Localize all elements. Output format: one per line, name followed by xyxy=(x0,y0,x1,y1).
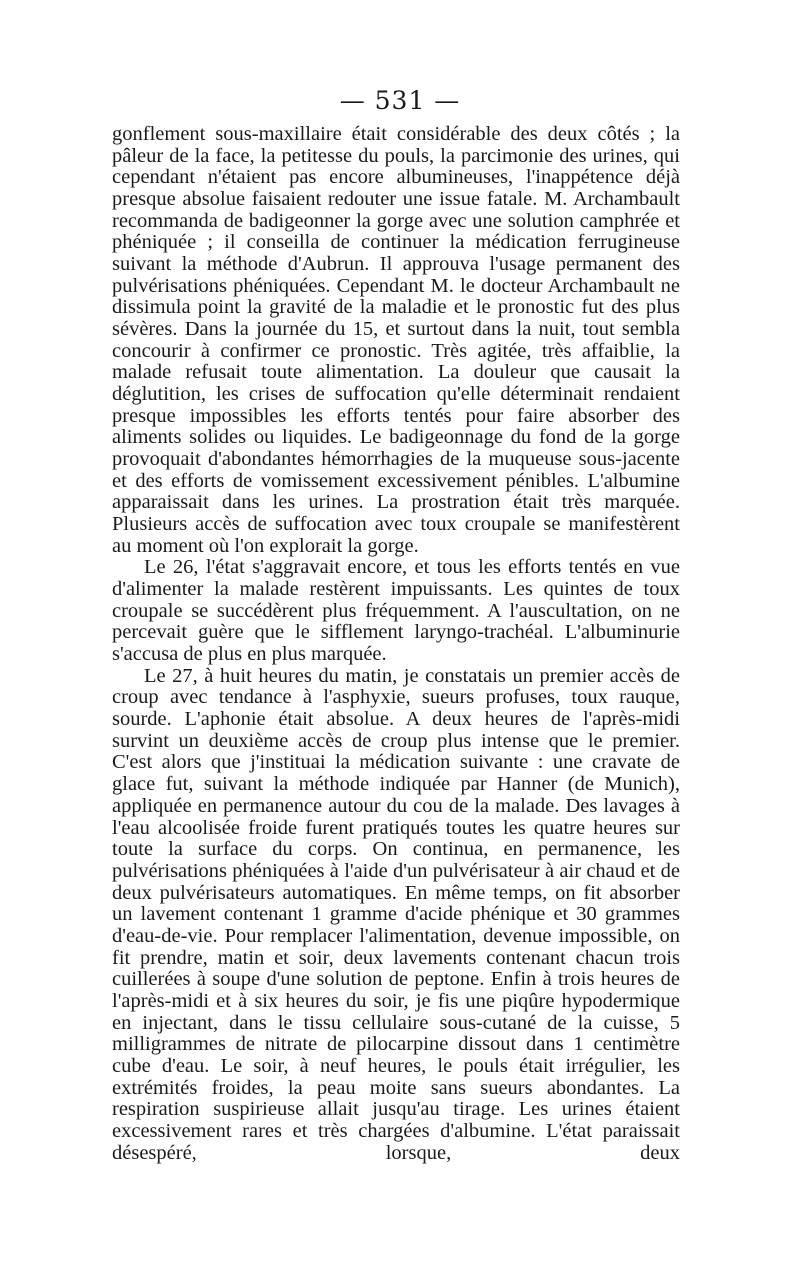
paragraph-1: gonflement sous-maxillaire était considérable des deux côtés ; la pâleur de la face, la petitesse du pouls, la parcimonie des urines, qui cependant n'étaient pas encore albumineuses, l'inappétence déjà presque absolue faisaient redouter une issue fatale. M. Archambault recommanda de badigeonner la gorge avec une solution camphrée et phéniquée ; il conseilla de continuer la médication ferrugineuse suivant la méthode d'Aubrun. Il approuva l'usage permanent des pulvérisations phéniquées. Cependant M. le docteur Archambault ne dissimula point la gravité de la maladie et le pronostic fut des plus sévères. Dans la journée du 15, et surtout dans la nuit, tout sembla concourir à confirmer ce pronostic. Très agitée, très affaiblie, la malade refusait toute alimentation. La douleur que causait la déglutition, les crises de suffocation qu'elle déterminait rendaient presque impossibles les efforts tentés pour faire absorber des aliments solides ou liquides. Le badigeonnage du fond de la gorge provoquait d'abondantes hémorrhagies de la muqueuse sous-jacente et des efforts de vomissement excessivement pénibles. L'albumine apparaissait dans les urines. La prostration était très marquée. Plusieurs accès de suffocation avec toux croupale se manifestèrent au moment où l'on explorait la gorge. xyxy=(112,123,680,557)
paragraph-2: Le 26, l'état s'aggravait encore, et tous les efforts tentés en vue d'alimenter la malade restèrent impuissants. Les quintes de toux croupale se succédèrent plus fréquemment. A l'auscultation, on ne percevait guère que le sifflement laryngo-trachéal. L'albuminurie s'accusa de plus en plus marquée. xyxy=(112,556,680,666)
paragraph-3: Le 27, à huit heures du matin, je constatais un premier accès de croup avec tendance à l'asphyxie, sueurs profuses, toux rauque, sourde. L'aphonie était absolue. A deux heures de l'après-midi survint un deuxième accès de croup plus intense que le premier. C'est alors que j'instituai la médication suivante : une cravate de glace fut, suivant la méthode indiquée par Hanner (de Munich), appliquée en permanence autour du cou de la malade. Des lavages à l'eau alcoolisée froide furent pratiqués toutes les quatre heures sur toute la surface du corps. On continua, en permanence, les pulvérisations phéniquées à l'aide d'un pulvérisateur à air chaud et de deux pulvérisateurs automatiques. En même temps, on fit absorber un lavement contenant 1 gramme d'acide phénique et 30 grammes d'eau-de-vie. Pour remplacer l'alimentation, devenue impossible, on fit prendre, matin et soir, deux lavements contenant chacun trois cuillerées à soupe d'une solution de peptone. Enfin à trois heures de l'après-midi et à six heures du soir, je fis une piqûre hypodermique en injectant, dans le tissu cellulaire sous-cutané de la cuisse, 5 milligrammes de nitrate de pilocarpine dissout dans 1 centimètre cube d'eau. Le soir, à neuf heures, le pouls était irrégulier, les extrémités froides, la peau moite sans sueurs abondantes. La respiration suspirieuse allait jusqu'au tirage. Les urines étaient excessivement rares et très chargées d'albumine. L'état paraissait désespéré, lorsque, deux xyxy=(112,664,680,1164)
page-number: — 531 — xyxy=(339,86,461,115)
body-text xyxy=(112,124,680,1164)
